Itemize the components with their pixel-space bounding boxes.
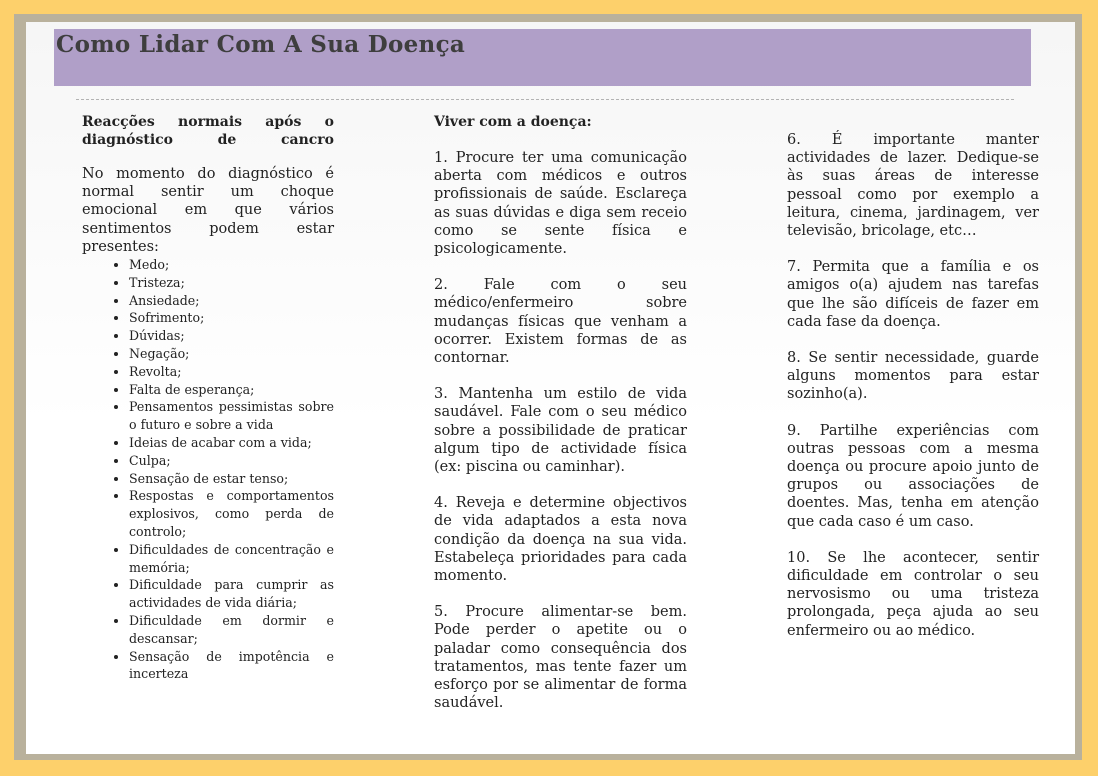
list-item: • Dificuldade para cumprir as actividades de vida diária; (129, 576, 334, 612)
title-banner (54, 29, 1031, 86)
tip-paragraph-1: 1. Procure ter uma comunicação aberta com médicos e outros profissionais de saúde. Esclareça as suas dúvidas e diga sem receio como se sente física e psicologicamente. (434, 150, 687, 258)
tip-paragraph-5: 5. Procure alimentar-se bem. Pode perder o apetite ou o paladar como consequência dos tratamentos, mas tente fazer um esforço por se alimentar de forma saudável. (434, 604, 687, 712)
reactions-list (82, 256, 334, 683)
tip-paragraph-9: 9. Partilhe experiências com outras pessoas com a mesma doença ou procure apoio junto de grupos ou associações de doentes. Mas, tenha em atenção que cada caso é um caso. (787, 422, 1039, 530)
list-item: • Medo; (129, 256, 334, 274)
list-item: • Sensação de impotência e incerteza (129, 648, 334, 684)
tip-paragraph-3: 3. Mantenha um estilo de vida saudável. Fale com o seu médico sobre a possibilidade de praticar algum tipo de actividade física (ex: piscina ou caminhar). (434, 386, 687, 476)
tip-paragraph-10: 10. Se lhe acontecer, sentir dificuldade em controlar o seu nervosismo ou uma tristeza prolongada, peça ajuda ao seu enfermeiro ou ao médico. (787, 549, 1039, 639)
tip-paragraph-8: 8. Se sentir necessidade, guarde alguns momentos para estar sozinho(a). (787, 350, 1039, 403)
list-item: • Ideias de acabar com a vida; (129, 434, 334, 452)
column-more-tips (787, 131, 1039, 658)
divider (76, 99, 1014, 100)
list-item: • Tristeza; (129, 274, 334, 292)
list-item: • Pensamentos pessimistas sobre o futuro e sobre a vida (129, 398, 334, 434)
list-item: • Falta de esperança; (129, 381, 334, 399)
list-item: • Negação; (129, 345, 334, 363)
list-item: • Respostas e comportamentos explosivos, como perda de controlo; (129, 487, 334, 540)
list-item: • Dificuldade em dormir e descansar; (129, 612, 334, 648)
tip-paragraph-7: 7. Permita que a família e os amigos o(a) ajudem nas tarefas que lhe são difíceis de fazer em cada fase da doença. (787, 259, 1039, 330)
reactions-heading: Reacções normais após o diagnóstico de cancro (82, 114, 334, 148)
tip-paragraph-2: 2. Fale com o seu médico/enfermeiro sobre mudanças físicas que venham a ocorrer. Existem formas de as contornar. (434, 277, 687, 367)
reactions-intro: No momento do diagnóstico é normal sentir um choque emocional em que vários sentimentos podem estar presentes: (82, 166, 334, 255)
list-item: • Dúvidas; (129, 327, 334, 345)
tip-paragraph-4: 4. Reveja e determine objectivos de vida adaptados a esta nova condição da doença na sua vida. Estabeleça prioridades para cada momento. (434, 495, 687, 585)
list-item: • Revolta; (129, 363, 334, 381)
column-reactions (82, 113, 334, 683)
list-item: • Ansiedade; (129, 292, 334, 310)
list-item: • Sensação de estar tenso; (129, 470, 334, 488)
page-title: Como Lidar Com A Sua Doença (56, 31, 466, 58)
living-heading: Viver com a doença: (434, 114, 592, 130)
column-living-with-illness (434, 113, 687, 730)
list-item: • Dificuldades de concentração e memória; (129, 541, 334, 577)
list-item: • Sofrimento; (129, 309, 334, 327)
tip-paragraph-6: 6. É importante manter actividades de lazer. Dedique-se às suas áreas de interesse pessoal como por exemplo a leitura, cinema, jardinagem, ver televisão, bricolage, etc… (787, 132, 1039, 240)
list-item: • Culpa; (129, 452, 334, 470)
